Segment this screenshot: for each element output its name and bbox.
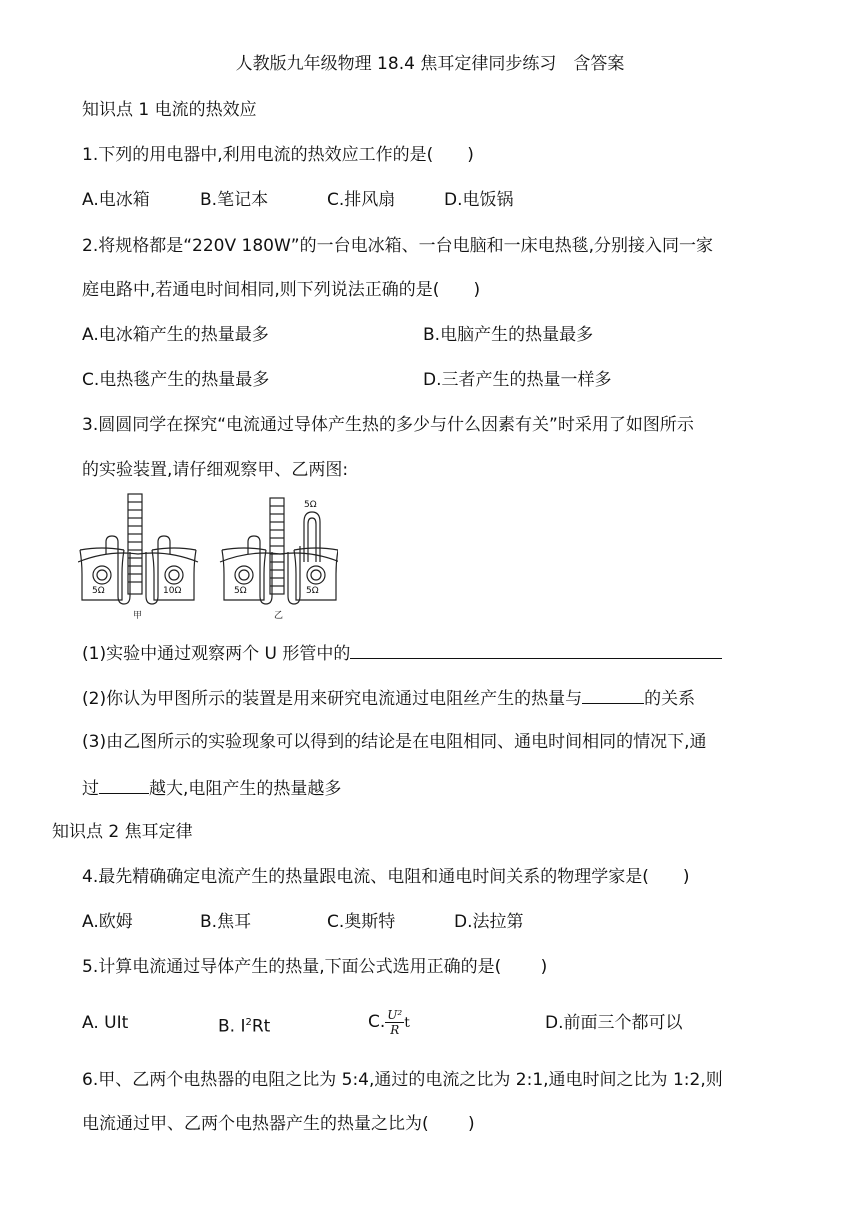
- question-6-stem-line2: 电流通过甲、乙两个电热器产生的热量之比为( ): [82, 1114, 475, 1134]
- option-b: B.焦耳: [200, 912, 252, 932]
- question-5-option-b: [218, 1011, 270, 1039]
- sub3-text-b: 越大,电阻产生的热量越多: [149, 779, 342, 799]
- question-4-stem: 4.最先精确确定电流产生的热量跟电流、电阻和通电时间关系的物理学家是( ): [82, 867, 690, 887]
- question-3-sub3-line2: [82, 775, 341, 801]
- question-3-stem-line1: 3.圆圆同学在探究“电流通过导体产生热的多少与什么因素有关”时采用了如图所示: [82, 415, 694, 435]
- question-5-option-c: [368, 1002, 410, 1043]
- answer-blank-1[interactable]: [350, 640, 722, 659]
- sub2-text-b: 的关系: [644, 689, 696, 709]
- jia-right-resistance: 10Ω: [163, 586, 182, 596]
- fraction-denominator: R: [390, 1022, 400, 1037]
- question-3-sub2: [82, 685, 695, 711]
- yi-label: 乙: [274, 611, 284, 621]
- experiment-figure: [78, 492, 338, 622]
- option-c: C.排风扇: [327, 190, 396, 210]
- sub2-text-a: (2)你认为甲图所示的装置是用来研究电流通过电阻丝产生的热量与: [82, 689, 583, 709]
- option-a: A.欧姆: [82, 912, 133, 932]
- fraction-u2-over-r: [385, 1008, 404, 1037]
- question-1-stem: 1.下列的用电器中,利用电流的热效应工作的是( ): [82, 145, 474, 165]
- question-5-option-a: A. UIt: [82, 1013, 129, 1033]
- opt-b-post: Rt: [251, 1016, 271, 1037]
- question-2-option-a: A.电冰箱产生的热量最多: [82, 325, 269, 345]
- question-5-option-d: D.前面三个都可以: [545, 1013, 683, 1033]
- question-2-option-d: D.三者产生的热量一样多: [423, 370, 612, 390]
- option-d: D.电饭锅: [444, 190, 514, 210]
- sub1-text: (1)实验中通过观察两个 U 形管中的: [82, 644, 351, 664]
- question-2-stem-line2: 庭电路中,若通电时间相同,则下列说法正确的是( ): [82, 280, 481, 300]
- option-b: B.笔记本: [200, 190, 269, 210]
- section-heading-2: 知识点 2 焦耳定律: [52, 822, 193, 842]
- question-6-stem-line1: 6.甲、乙两个电热器的电阻之比为 5:4,通过的电流之比为 2:1,通电时间之比为 1:2,则: [82, 1070, 723, 1090]
- option-d: D.法拉第: [454, 912, 524, 932]
- opt-c-pre: C.: [368, 1012, 386, 1032]
- option-c: C.奥斯特: [327, 912, 396, 932]
- answer-blank-2[interactable]: [582, 685, 644, 704]
- opt-b-sup: 2: [245, 1017, 252, 1028]
- question-2-stem-line1: 2.将规格都是“220V 180W”的一台电冰箱、一台电脑和一床电热毯,分别接入同一家: [82, 236, 713, 256]
- opt-c-post: t: [404, 1015, 410, 1031]
- question-2-option-c: C.电热毯产生的热量最多: [82, 370, 270, 390]
- question-5-stem: 5.计算电流通过导体产生的热量,下面公式选用正确的是( ): [82, 957, 548, 977]
- answer-blank-3[interactable]: [99, 775, 149, 794]
- jia-left-resistance: 5Ω: [92, 586, 105, 596]
- question-3-stem-line2: 的实验装置,请仔细观察甲、乙两图:: [82, 460, 349, 480]
- opt-b-pre: B. I: [218, 1016, 246, 1037]
- option-a: A.电冰箱: [82, 190, 150, 210]
- sub3-text-a: 过: [82, 779, 99, 799]
- question-2-option-b: B.电脑产生的热量最多: [423, 325, 594, 345]
- jia-label: 甲: [133, 611, 143, 621]
- yi-left-resistance: 5Ω: [234, 586, 247, 596]
- yi-right-resistance: 5Ω: [306, 586, 319, 596]
- yi-top-resistance: 5Ω: [304, 500, 317, 510]
- fraction-numerator: U²: [387, 1007, 403, 1022]
- page-title: 人教版九年级物理 18.4 焦耳定律同步练习 含答案: [235, 54, 625, 74]
- section-heading-1: 知识点 1 电流的热效应: [82, 100, 257, 120]
- question-3-sub1: [82, 640, 722, 666]
- question-3-sub3-line1: (3)由乙图所示的实验现象可以得到的结论是在电阻相同、通电时间相同的情况下,通: [82, 732, 707, 752]
